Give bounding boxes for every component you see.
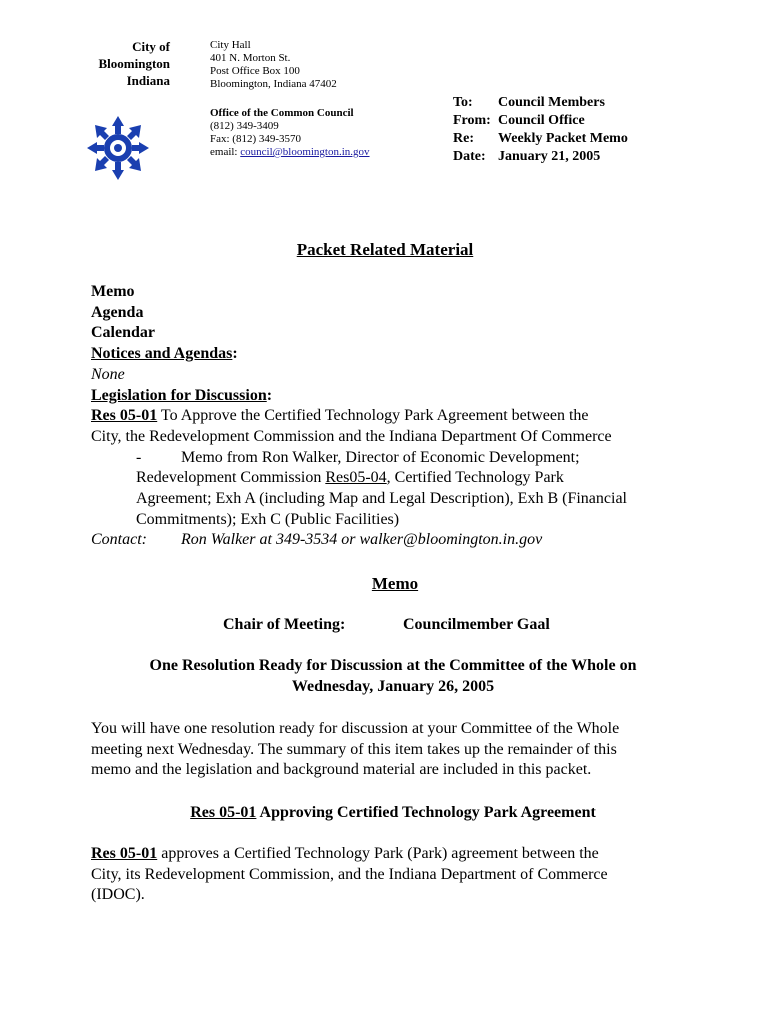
packet-item: Agenda: [91, 303, 144, 321]
paragraph-line: City, its Redevelopment Commission, and the Indiana Department of Commerce: [91, 865, 608, 883]
packet-item: Memo: [91, 283, 135, 300]
memo-paragraph-1: [91, 719, 619, 781]
chair-line: [223, 615, 550, 636]
bullet-line-4: Commitments); Exh C (Public Facilities): [136, 510, 400, 528]
paragraph-line: (IDOC).: [91, 886, 145, 904]
packet-list: [91, 282, 627, 551]
notices-heading: [91, 344, 627, 365]
memo-from-row: [453, 112, 628, 130]
resolution-line-2: City, the Redevelopment Commission and the Indiana Department Of Commerce: [91, 427, 612, 445]
address-line: Post Office Box 100: [210, 65, 300, 77]
memo-date-row: [453, 148, 628, 166]
bullet-line-2: [91, 468, 627, 489]
bullet-line-1: [91, 448, 627, 469]
re-label: Re:: [453, 131, 474, 146]
address-block: [210, 39, 337, 91]
email-link[interactable]: council@bloomington.in.gov: [240, 146, 370, 158]
section-title: Approving Certified Technology Park Agreement: [256, 804, 596, 821]
bullet-text: Memo from Ron Walker, Director of Economic Development;: [181, 448, 580, 466]
bullet-dash: -: [136, 448, 142, 466]
to-label: To:: [453, 95, 473, 110]
address-line: Bloomington, Indiana 47402: [210, 78, 337, 90]
paragraph-line: memo and the legislation and background material are included in this packet.: [91, 761, 592, 779]
city-line: Bloomington: [98, 56, 170, 71]
paragraph-res-id: Res 05-01: [91, 845, 158, 862]
notices-label: Notices and Agendas: [91, 345, 233, 363]
notices-colon: :: [232, 345, 238, 363]
resolution-id: Res 05-01: [91, 407, 158, 425]
chair-label: Chair of Meeting:: [223, 616, 346, 633]
bullet-line-3: Agreement; Exh A (including Map and Legal Description), Exh B (Financial: [136, 490, 627, 508]
resolution-line-1: [91, 406, 627, 427]
memo-heading-line: One Resolution Ready for Discussion at the Committee of the Whole on: [149, 657, 637, 674]
notices-value: None: [91, 365, 125, 383]
contact-label: Contact:: [91, 531, 147, 549]
logo-shapes: [87, 116, 149, 180]
chair-value: Councilmember Gaal: [403, 616, 550, 633]
from-value: Council Office: [498, 113, 585, 128]
from-label: From:: [453, 113, 491, 128]
packet-item: Calendar: [91, 324, 155, 342]
section-res-id: Res 05-01: [190, 804, 257, 821]
office-contact-block: [210, 107, 370, 159]
bullet-text: Redevelopment Commission: [136, 469, 326, 487]
section-heading: [0, 803, 770, 824]
memo-heading: [0, 656, 770, 697]
office-title: Office of the Common Council: [210, 107, 354, 119]
contact-line: [91, 530, 627, 551]
paragraph-text: approves a Certified Technology Park (Park) agreement between the: [157, 845, 599, 862]
memo-paragraph-2: [91, 844, 608, 906]
paragraph-line: meeting next Wednesday. The summary of this item takes up the remainder of this: [91, 740, 617, 758]
address-line: City Hall: [210, 39, 251, 51]
to-value: Council Members: [498, 95, 605, 110]
resolution-text: To Approve the Certified Technology Park Agreement between the: [157, 407, 589, 425]
city-logo-icon: [86, 114, 150, 182]
re-value: Weekly Packet Memo: [498, 131, 628, 146]
packet-title: Packet Related Material: [296, 240, 474, 259]
office-email-line: [210, 146, 370, 159]
memo-to-row: [453, 94, 628, 112]
memo-title: Memo: [371, 574, 419, 593]
legislation-colon: :: [266, 386, 273, 404]
memo-heading-line: Wednesday, January 26, 2005: [291, 677, 495, 695]
res05-04-link[interactable]: Res05-04: [325, 469, 387, 487]
office-fax: Fax: (812) 349-3570: [210, 133, 302, 145]
memo-re-row: [453, 130, 628, 148]
contact-value: Ron Walker at 349-3534 or walker@bloomington.in.gov: [181, 531, 543, 549]
city-name: [60, 38, 170, 89]
email-label: email:: [210, 146, 238, 158]
legislation-label: Legislation for Discussion: [91, 386, 267, 404]
office-phone: (812) 349-3409: [210, 120, 279, 132]
date-value: January 21, 2005: [498, 149, 601, 164]
legislation-heading: [91, 386, 627, 407]
city-line: Indiana: [126, 73, 170, 88]
city-line: City of: [132, 39, 170, 54]
address-line: 401 N. Morton St.: [210, 52, 291, 64]
bullet-text: , Certified Technology Park: [386, 469, 564, 487]
memo-header: [453, 94, 628, 166]
paragraph-line: You will have one resolution ready for discussion at your Committee of the Whole: [91, 720, 620, 737]
paragraph-line: [91, 844, 608, 865]
date-label: Date:: [453, 149, 486, 164]
